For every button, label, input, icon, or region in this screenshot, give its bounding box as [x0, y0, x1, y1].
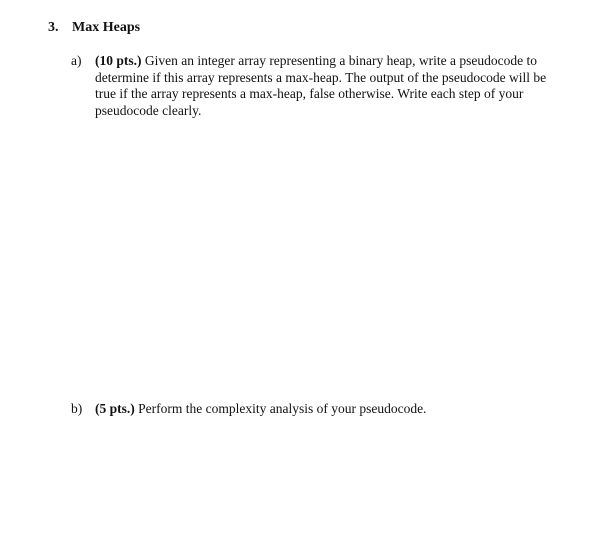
part-a-points: (10 pts.) — [95, 53, 142, 68]
part-a-body — [95, 53, 570, 119]
part-b-body — [95, 401, 570, 418]
part-b-label: b) — [71, 401, 83, 416]
part-b-points: (5 pts.) — [95, 401, 135, 416]
question-heading — [48, 20, 140, 36]
part-a-label: a) — [71, 53, 82, 68]
part-b-text: Perform the complexity analysis of your pseudocode. — [134, 401, 427, 416]
question-title: Max Heaps — [72, 20, 141, 35]
part-a-text: Given an integer array representing a binary heap, write a pseudocode to determine if this array represents a max-heap. The output of the pseudocode will be true if the array represents a max-heap, false otherwise. Write each step of your pseudocode clearly. — [95, 53, 547, 118]
question-number: 3. — [48, 20, 59, 35]
